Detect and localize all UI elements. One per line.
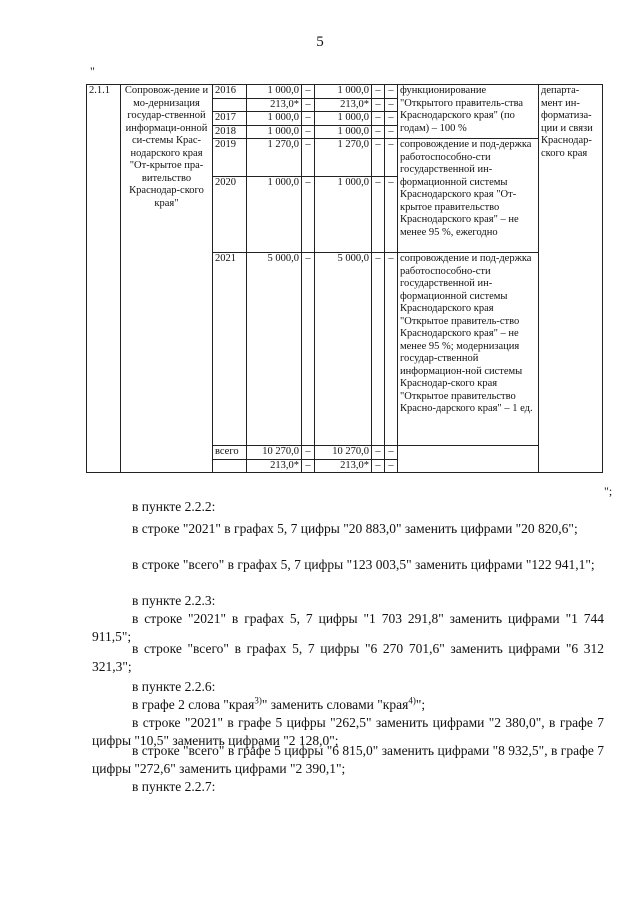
- executor: департа-мент ин-форматиза-ции и связи Краснодар-ского края: [539, 85, 603, 473]
- cell-total: 1 000,0: [247, 125, 302, 139]
- result-text: функционирование "Открытого правитель-ства Краснодарского края" (по годам) – 100 %: [398, 85, 539, 139]
- cell-year: 2019: [213, 139, 247, 177]
- cell-total: 10 270,0: [247, 446, 302, 460]
- text-part: " заменить словами "края: [261, 697, 409, 712]
- cell-year: [213, 98, 247, 112]
- cell-year: [213, 459, 247, 473]
- cell-year: 2020: [213, 177, 247, 253]
- cell-total: 1 000,0: [247, 177, 302, 253]
- paragraph: в пункте 2.2.7:: [132, 779, 216, 794]
- cell-dash: –: [372, 446, 385, 460]
- text-part: в графе 2 слова "края: [132, 697, 255, 712]
- cell-dash: –: [372, 253, 385, 446]
- cell-year: 2018: [213, 125, 247, 139]
- cell-total: 5 000,0: [247, 253, 302, 446]
- cell-total: 213,0*: [247, 459, 302, 473]
- paragraph: [92, 696, 604, 714]
- paragraph: в строке "2021" в графах 5, 7 цифры "1 703 291,8" заменить цифрами "1 744 911,5";: [92, 611, 604, 644]
- cell-year: 2021: [213, 253, 247, 446]
- open-quote: ": [90, 64, 95, 78]
- cell-regional: 5 000,0: [315, 253, 372, 446]
- cell-total: 1 270,0: [247, 139, 302, 177]
- cell-dash: –: [372, 139, 385, 177]
- cell-regional: 1 000,0: [315, 125, 372, 139]
- cell-dash: –: [385, 139, 398, 177]
- cell-dash: –: [372, 125, 385, 139]
- table-row: [87, 85, 603, 99]
- cell-year: 2016: [213, 85, 247, 99]
- text-part: ";: [415, 697, 426, 712]
- cell-dash: –: [385, 112, 398, 126]
- cell-regional: 213,0*: [315, 98, 372, 112]
- cell-regional: 10 270,0: [315, 446, 372, 460]
- amendment-table: [86, 84, 603, 473]
- footnote-mark: 3): [254, 695, 262, 706]
- cell-dash: –: [302, 85, 315, 99]
- cell-dash: –: [302, 139, 315, 177]
- cell-dash: –: [385, 125, 398, 139]
- cell-dash: –: [302, 253, 315, 446]
- cell-dash: –: [385, 459, 398, 473]
- result-text: сопровождение и под-держка работоспособно-сти государственной ин-формационной системы Краснодарского края "От-крытое правительство Краснодарского края" – не менее 95 %, ежегодно: [398, 139, 539, 253]
- cell-dash: –: [385, 98, 398, 112]
- paragraph: в строке "всего" в графах 5, 7 цифры "6 270 701,6" заменить цифрами "6 312 321,3";: [92, 641, 604, 674]
- result-text: сопровождение и под-держка работоспособно-сти государственной ин-формационной системы Краснодарского края "Открытое правитель-ство Краснодарского края" – не менее 95 %; модернизация государ-ственной информацион-ной системы Краснодар-ского края "Открытое правительство Красно-дарского края" – 1 ед.: [398, 253, 539, 446]
- close-quote: ";: [604, 484, 613, 498]
- cell-year: всего: [213, 446, 247, 460]
- cell-dash: –: [372, 85, 385, 99]
- cell-regional: 1 000,0: [315, 85, 372, 99]
- empty-cell: [398, 446, 539, 473]
- cell-dash: –: [302, 459, 315, 473]
- cell-dash: –: [372, 98, 385, 112]
- cell-total: 1 000,0: [247, 85, 302, 99]
- cell-regional: 213,0*: [315, 459, 372, 473]
- cell-dash: –: [385, 446, 398, 460]
- cell-regional: 1 270,0: [315, 139, 372, 177]
- paragraph: в строке "2021" в графе 5 цифры "262,5" заменить цифрами "2 380,0", в графе 7 цифры "10,5" заменить цифрами "2 128,0";: [92, 715, 604, 748]
- cell-regional: 1 000,0: [315, 177, 372, 253]
- cell-dash: –: [302, 112, 315, 126]
- cell-total: 1 000,0: [247, 112, 302, 126]
- paragraph: в строке "всего" в графах 5, 7 цифры "123 003,5" заменить цифрами "122 941,1";: [132, 557, 595, 572]
- cell-dash: –: [385, 177, 398, 253]
- cell-dash: –: [372, 177, 385, 253]
- cell-dash: –: [385, 85, 398, 99]
- paragraph: в пункте 2.2.2:: [132, 499, 216, 514]
- paragraph: в строке "2021" в графах 5, 7 цифры "20 883,0" заменить цифрами "20 820,6";: [132, 521, 578, 536]
- cell-total: 213,0*: [247, 98, 302, 112]
- page-number: 5: [316, 34, 324, 50]
- footnote-mark: 4): [408, 695, 416, 706]
- cell-dash: –: [302, 177, 315, 253]
- cell-dash: –: [302, 98, 315, 112]
- cell-regional: 1 000,0: [315, 112, 372, 126]
- item-number: 2.1.1: [87, 85, 121, 473]
- cell-year: 2017: [213, 112, 247, 126]
- item-name: Сопровож-дение и мо-дернизация государ-ственной информаци-онной си-стемы Крас-нодарского края "От-крытое пра-вительство Краснодар-ского края": [121, 85, 213, 473]
- paragraph: в строке "всего" в графе 5 цифры "6 815,0" заменить цифрами "8 932,5", в графе 7 цифры "272,6" заменить цифрами "2 390,1";: [92, 743, 604, 776]
- cell-dash: –: [302, 125, 315, 139]
- cell-dash: –: [372, 459, 385, 473]
- paragraph: в пункте 2.2.3:: [132, 593, 216, 608]
- cell-dash: –: [372, 112, 385, 126]
- cell-dash: –: [385, 253, 398, 446]
- paragraph: в пункте 2.2.6:: [132, 679, 216, 694]
- cell-dash: –: [302, 446, 315, 460]
